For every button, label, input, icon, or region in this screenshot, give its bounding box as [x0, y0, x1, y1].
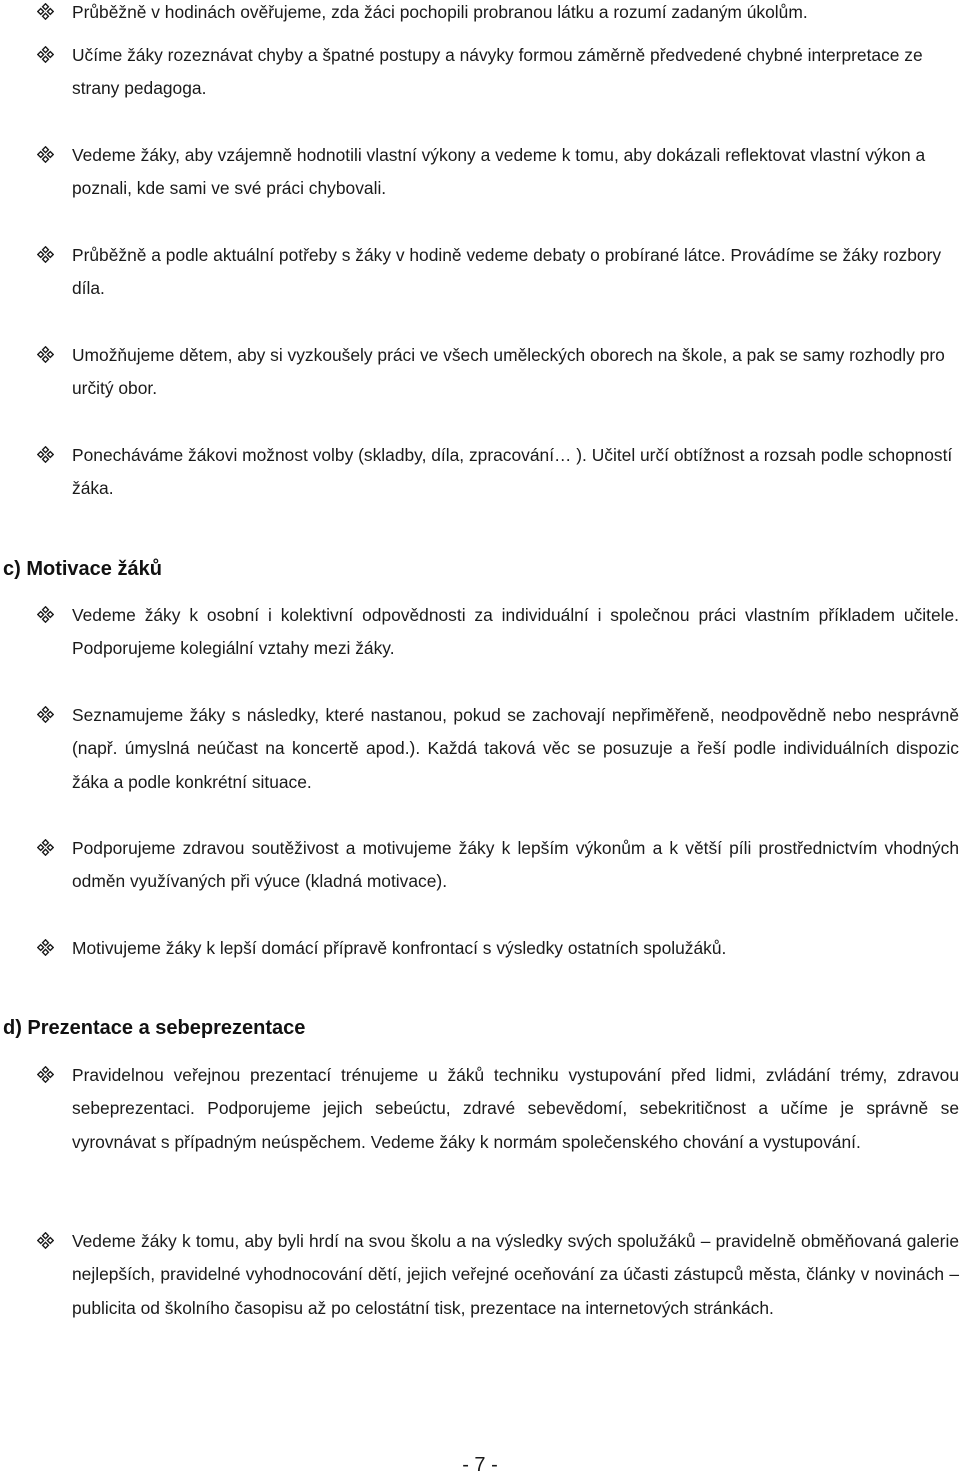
- list-item-text: Průběžně a podle aktuální potřeby s žáky v hodině vedeme debaty o probírané látce. Provádíme se žáky rozbory díla.: [72, 245, 942, 299]
- list-item-text: Pravidelnou veřejnou prezentací trénujeme u žáků techniku vystupování před lidmi, zvládání trémy, zdravou sebeprezentaci. Podporujeme jejich sebeúctu, zdravé sebevědomí, sebekritičnost a učíme je správně se vyrovnávat s případným neúspěchem. Vedeme žáky k normám společenského chování a vystupování.: [72, 1065, 959, 1152]
- list-item-text: Podporujeme zdravou soutěživost a motivujeme žáky k lepším výkonům a k větší píli prostřednictvím vhodných odměn využívaných při výuce (kladná motivace).: [72, 838, 959, 892]
- four-diamond-bullet-icon: [37, 146, 54, 163]
- four-diamond-bullet-icon: [37, 939, 54, 956]
- section-heading: d) Prezentace a sebeprezentace: [3, 1017, 306, 1039]
- page-number: - 7 -: [462, 1454, 498, 1476]
- list-item-text: Seznamujeme žáky s následky, které nastanou, pokud se zachovají nepřiměřeně, neodpovědně nebo nesprávně (např. úmyslná neúčast na koncertě apod.). Každá taková věc se posuzuje a řeší podle individuálních dispozic žáka a podle konkrétní situace.: [72, 705, 959, 792]
- four-diamond-bullet-icon: [37, 446, 54, 463]
- four-diamond-bullet-icon: [37, 706, 54, 723]
- list-item-text: Umožňujeme dětem, aby si vyzkoušely práci ve všech uměleckých oborech na škole, a pak se samy rozhodly pro určitý obor.: [72, 345, 945, 399]
- list-item-text: Vedeme žáky k tomu, aby byli hrdí na svou školu a na výsledky svých spolužáků – pravidelně obměňovaná galerie nejlepších, pravidelné vyhodnocování dětí, jejich veřejné oceňování za účasti zástupců města, články v novinách – publicita od školního časopisu až po celostátní tisk, prezentace na internetových stránkách.: [72, 1231, 959, 1318]
- list-item-text: Vedeme žáky k osobní i kolektivní odpovědnosti za individuální i společnou práci vlastním příkladem učitele. Podporujeme kolegiální vztahy mezi žáky.: [72, 605, 959, 659]
- four-diamond-bullet-icon: [37, 246, 54, 263]
- four-diamond-bullet-icon: [37, 606, 54, 623]
- four-diamond-bullet-icon: [37, 46, 54, 63]
- list-item-text: Motivujeme žáky k lepší domácí přípravě konfrontací s výsledky ostatních spolužáků.: [72, 938, 727, 958]
- list-item-text: Učíme žáky rozeznávat chyby a špatné postupy a návyky formou záměrně předvedené chybné interpretace ze strany pedagoga.: [72, 45, 923, 99]
- list-item-text: Vedeme žáky, aby vzájemně hodnotili vlastní výkony a vedeme k tomu, aby dokázali reflektovat vlastní výkon a poznali, kde sami ve své práci chybovali.: [72, 145, 926, 199]
- four-diamond-bullet-icon: [37, 346, 54, 363]
- list-item-text: Průběžně v hodinách ověřujeme, zda žáci pochopili probranou látku a rozumí zadaným úkolům.: [72, 2, 808, 22]
- section-heading: c) Motivace žáků: [3, 558, 162, 580]
- four-diamond-bullet-icon: [37, 839, 54, 856]
- list-item-text: Ponecháváme žákovi možnost volby (skladby, díla, zpracování… ). Učitel určí obtížnost a rozsah podle schopností žáka.: [72, 445, 953, 499]
- four-diamond-bullet-icon: [37, 1232, 54, 1249]
- four-diamond-bullet-icon: [37, 1066, 54, 1083]
- four-diamond-bullet-icon: [37, 3, 54, 20]
